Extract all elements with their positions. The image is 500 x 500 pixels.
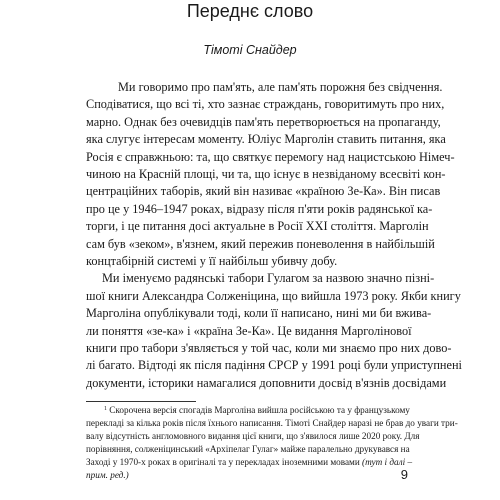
footnote-line: валу відсутність англомовного видання цієї книги, що з'явилося лише 2020 року. Для — [86, 431, 420, 441]
page-title: Переднє слово — [186, 1, 314, 21]
footnote-marker: 1 — [104, 406, 107, 413]
body-line: книги про табори з'являється у той час, коли ми знаємо про них дово- — [86, 341, 452, 355]
page-number: 9 — [400, 467, 408, 482]
footnote-line: Заході у 1970-х роках в оригіналі та у перекладах іноземними мовами (тут і далі – — [86, 457, 413, 467]
body-line: Ми говоримо про пам'ять, але пам'ять порожня без свідчення. — [118, 80, 443, 94]
body-line: Росія є справжньою: та, що святкує перемогу над нацистською Німеч- — [86, 149, 455, 164]
body-line: марно. Однак без очевидців пам'ять перетворюється на пропаганду, — [86, 114, 441, 129]
body-line: про це у 1946–1947 роках, відразу після п'яти років радянської ка- — [86, 201, 433, 216]
body-line: яка слугує інтересам моменту. Юліус Марголін ставить питання, яка — [86, 132, 446, 147]
body-line: чиною на Красній площі, чи та, що існує в незвіданому всесвіті кон- — [86, 167, 446, 181]
body-line: документи, історики намагалися доповнити досвід в'язнів досвідами — [86, 375, 447, 390]
body-line: лі багато. Відтоді як після падіння СРСР у 1991 році були уприступнені — [86, 358, 462, 373]
body-line: Сподіватися, що всі ті, хто зазнає страждань, говоритимуть про них, — [86, 97, 445, 112]
body-line: шої книги Александра Солженіцина, що вийшла 1973 року. Якби книгу — [86, 288, 461, 303]
body-line: концтабірній системі у її найбільш убивчу добу. — [86, 254, 338, 268]
footnote-divider — [86, 401, 196, 402]
author-name: Тімоті Снайдер — [203, 43, 297, 57]
footnote-line: прим. ред.) — [86, 470, 129, 480]
footnote-line: порівняння, солженіцинський «Архіпелаг Гулаг» майже паралельно друкувався на — [86, 444, 410, 454]
body-line: Ми іменуємо радянські табори Гулагом за назвою значно пізні- — [102, 271, 435, 286]
body-line: центраційних таборів, який він називає «країною Зе-Ка». Він писав — [86, 184, 441, 199]
body-line: ли поняття «зе-ка» і «країна Зе-Ка». Це видання Марголінової — [86, 323, 412, 338]
footnote-line: $^1$ Скорочена версія спогадів Марголіна вийшла російською та у французькому — [104, 405, 410, 415]
body-line: Марголіна опублікували тоді, коли її написано, нині ми би вжива- — [86, 306, 432, 321]
body-line: торги, і це питання досі актуальне в Росії XXI століття. Марголін — [86, 219, 429, 234]
body-line: сам був «зеком», в'язнем, який пережив поневолення в найбільшій — [86, 236, 435, 251]
footnote-line: перекладі за кілька років після їхнього написання. Тімоті Снайдер наразі не брав до уваги три- — [86, 418, 458, 428]
